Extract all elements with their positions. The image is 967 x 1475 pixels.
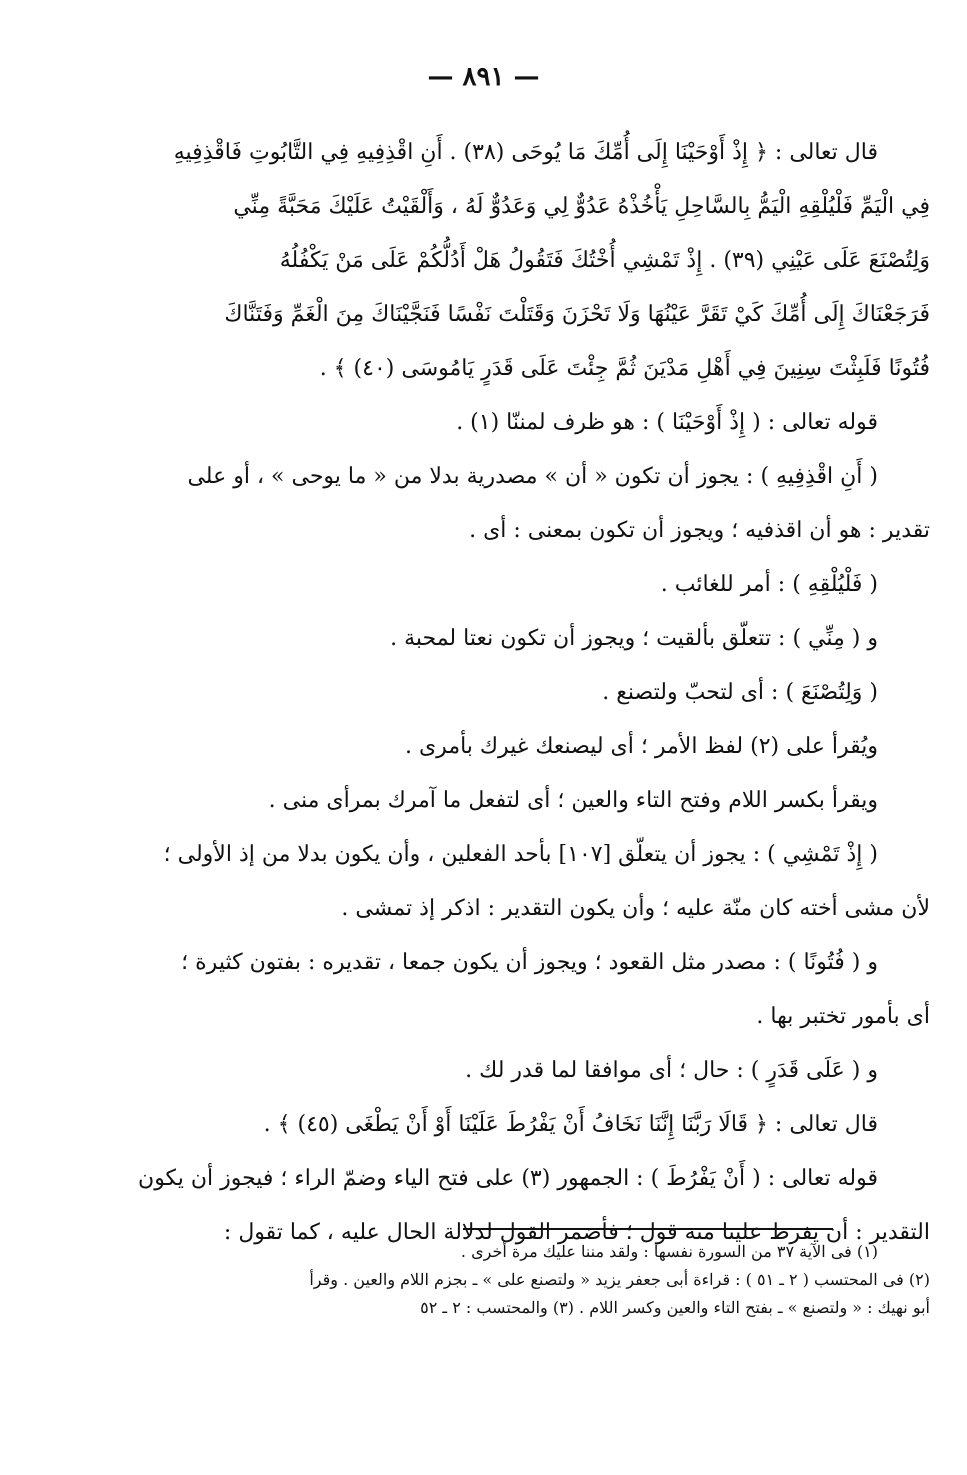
text-line-20: قوله تعالى : ( أَنْ يَفْرُطَ ) : الجمهور (٣) على فتح الياء وضمّ الراء ؛ فيجوز أن يكون [138,1166,878,1191]
text-line-21: التقدير : أن يفرط علينا منه قول ؛ فأضمر القول لدلالة الحال عليه ، كما تقول : [223,1220,930,1245]
text-line-10: و ( مِنِّي ) : تتعلّق بألقيت ؛ ويجوز أن تكون نعتا لمحبة . [390,626,878,651]
text-line-17: أى بأمور تختبر بها . [756,1004,930,1029]
text-line-18: و ( عَلَى قَدَرٍ ) : حال ؛ أى موافقا لما قدر لك . [465,1058,878,1083]
footnote-line-3: أبو نهيك : « ولتصنع » ـ بفتح التاء والعين وكسر اللام . (٣) والمحتسب : ٢ ـ ٥٢ [420,1298,930,1317]
page-number: — ٨٩١ — [427,62,540,92]
text-line-15: لأن مشى أخته كان منّة عليه ؛ وأن يكون التقدير : اذكر إذ تمشى . [341,896,930,921]
text-line-8: تقدير : هو أن اقذفيه ؛ ويجوز أن تكون بمعنى : أى . [469,518,930,543]
text-line-3: وَلِتُصْنَعَ عَلَى عَيْنِي (٣٩) . إِذْ تَمْشِي أُخْتُكَ فَتَقُولُ هَلْ أَدُلُّكُمْ عَلَى مَنْ يَكْفُلُهُ [279,248,930,273]
text-line-5: فُتُونًا فَلَبِثْتَ سِنِينَ فِي أَهْلِ مَدْيَنَ ثُمَّ جِئْتَ عَلَى قَدَرٍ يَامُوسَى (٤٠) ﴾ . [319,356,930,381]
text-line-6: قوله تعالى : ( إِذْ أَوْحَيْنَا ) : هو ظرف لمننّا (١) . [456,410,878,435]
footnotes [44,1238,930,1322]
footnote-line-2: (٢) فى المحتسب ( ٢ ـ ٥١ ) : قراءة أبى جعفر يزيد « ولتصنع على » ـ بجزم اللام والعين . وقرأ [309,1270,930,1289]
text-line-14: ( إِذْ تَمْشِي ) : يجوز أن يتعلّق [١٠٧] بأحد الفعلين ، وأن يكون بدلا من إذ الأولى ؛ [163,842,878,867]
main-text [44,126,930,1260]
text-line-9: ( فَلْيُلْقِهِ ) : أمر للغائب . [660,572,878,597]
text-line-7: ( أَنِ اقْذِفِيهِ ) : يجوز أن تكون « أن » مصدرية بدلا من « ما يوحى » ، أو على [187,464,878,489]
text-line-12: ويُقرأ على (٢) لفظ الأمر ؛ أى ليصنعك غيرك بأمرى . [404,734,878,759]
text-line-2: فِي الْيَمِّ فَلْيُلْقِهِ الْيَمُّ بِالسَّاحِلِ يَأْخُذْهُ عَدُوٌّ لِي وَعَدُوٌّ لَهُ ، وَأَلْقَيْتُ عَلَيْكَ مَحَبَّةً مِنِّي [233,194,930,219]
text-line-19: قال تعالى : ﴿ قَالَا رَبَّنَا إِنَّنَا نَخَافُ أَنْ يَفْرُطَ عَلَيْنَا أَوْ أَنْ يَطْغَى (٤٥) ﴾ . [263,1112,878,1137]
text-line-11: ( وَلِتُصْنَعَ ) : أى لتحبّ ولتصنع . [602,680,878,705]
text-line-16: و ( فُتُونًا ) : مصدر مثل القعود ؛ ويجوز أن يكون جمعا ، تقديره : بفتون كثيرة ؛ [181,950,878,975]
footnote-divider [463,1228,833,1230]
text-line-4: فَرَجَعْنَاكَ إِلَى أُمِّكَ كَيْ تَقَرَّ عَيْنُهَا وَلَا تَحْزَنَ وَقَتَلْتَ نَفْسًا فَنَجَّيْنَاكَ مِنَ الْغَمِّ وَفَتَنَّاكَ [224,302,930,327]
text-line-1: قال تعالى : ﴿ إِذْ أَوْحَيْنَا إِلَى أُمِّكَ مَا يُوحَى (٣٨) . أَنِ اقْذِفِيهِ فِي التَّابُوتِ فَاقْذِفِيهِ [173,140,878,165]
text-line-13: ويقرأ بكسر اللام وفتح التاء والعين ؛ أى لتفعل ما آمرك بمرأى منى . [268,788,878,813]
footnote-line-1: (١) فى الآية ٣٧ من السورة نفسها : ولقد مننا عليك مرة أخرى . [460,1242,878,1261]
